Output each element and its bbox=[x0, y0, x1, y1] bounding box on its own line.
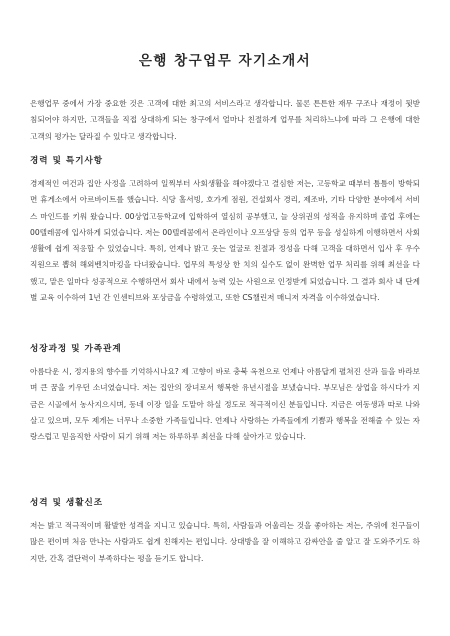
section-body-upbringing: 아름다운 시, 정지용의 향수를 기억하시나요? 제 고향이 바로 충북 옥천으로 언제나 아름답게 펼쳐진 산과 들을 바라보며 큰 꿈을 키우던 소녀였습니다. 저는 집안의 장녀로서 행복한 유년시절을 보냈습니다. 부모님은 상업을 하시다가 지금은 시골에서 농사지으시며, 동네 이장 일을 도맡아 하실 정도로 적극적이신 분들입니다. 지금은 여동생과 따로 나와 살고 있으며, 모두 제게는 너무나 소중한 가족들입니다. 언제나 사랑하는 가족들에게 기쁨과 행복을 전해줄 수 있는 자랑스럽고 믿음직한 사람이 되기 위해 저는 하루하루 최선을 다해 살아가고 있습니다. bbox=[30, 367, 420, 442]
section-body-personality: 저는 밝고 적극적이며 활발한 성격을 지니고 있습니다. 특히, 사람들과 어울리는 것을 좋아하는 저는, 주위에 친구들이 많은 편이며 처음 만나는 사람과도 쉽게 친해지는 편입니다. 상대방을 잘 이해하고 감싸안을 줄 알고 잘 도와주기도 하지만, 간혹 결단력이 부족하다는 평을 듣기도 합니다. bbox=[30, 521, 420, 563]
intro-paragraph: 은행업무 중에서 가장 중요한 것은 고객에 대한 최고의 서비스라고 생각합니다. 물론 튼튼한 재무 구조나 재정이 뒷받침되어야 하지만, 고객들을 직접 상대하게 되는 창구에서 얼마나 친절하게 업무를 처리하느냐에 따라 그 은행에 대한 고객의 평가는 달라질 수 있다고 생각합니다. bbox=[30, 99, 420, 141]
section-heading-personality: 성격 및 생활신조 bbox=[30, 498, 104, 508]
section-heading-upbringing: 성장과정 및 가족관계 bbox=[30, 344, 122, 354]
section-body-career: 경제적인 여건과 집안 사정을 고려하여 일찍부터 사회생활을 해야겠다고 결심한 저는, 고등학교 때부터 틈틈이 방학되면 휴게소에서 아르바이트를 했습니다. 식당 홀서빙, 호가게 점원, 건설회사 경리, 제조바, 기타 다양한 분야에서 서비스 마인드를 키워 왔습니다. 00상업고등학교에 입학하여 열심히 공부했고, 늘 상위권의 성적을 유지하며 졸업 후에는 00텔레콤에 입사하게 되었습니다. 저는 00텔레콤에서 온라인이나 오프상담 등의 업무 등을 성실하게 이행하면서 사회생활에 쉽게 적응할 수 있었습니다. 특히, 언제나 밝고 웃는 얼굴로 친절과 정성을 다해 고객을 대하면서 입사 후 우수직원으로 뽑혀 해외벤치마킹을 다녀왔습니다. 업무의 특성상 한 치의 실수도 없이 완벽한 업무 처리를 위해 최선을 다했고, 맡은 일마다 성공적으로 수행하면서 회사 내에서 능력 있는 사원으로 인정받게 되었습니다. 그 결과 회사 내 단계별 교육 이수하여 1년 간 인센티브와 포상금을 수령하였고, 또한 CS챌린저 매니저 자격을 이수하였습니다. bbox=[30, 179, 420, 303]
section-heading-career: 경력 및 특기사항 bbox=[30, 156, 104, 166]
document-title: 은행 창구업무 자기소개서 bbox=[138, 53, 312, 69]
